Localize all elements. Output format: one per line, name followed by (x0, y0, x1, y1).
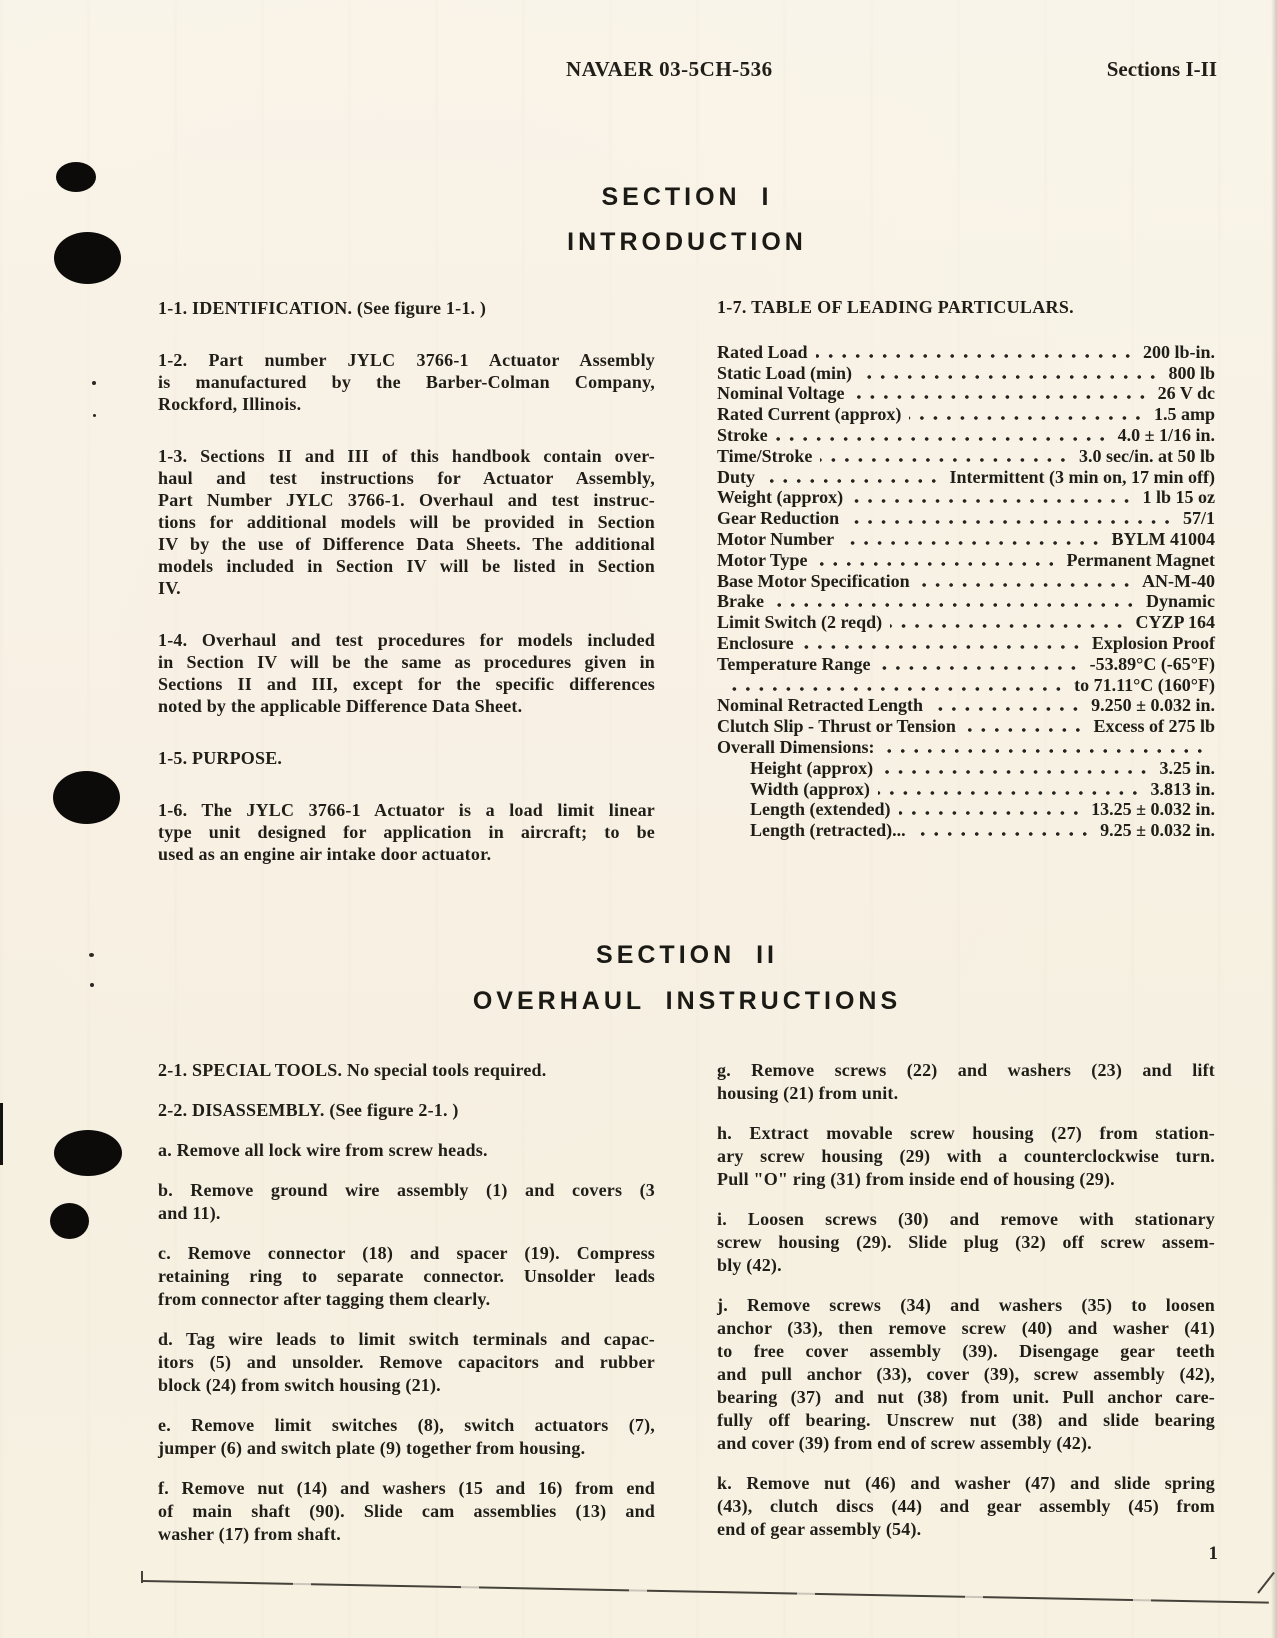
text-line: e. Remove limit switches (8), switch actuators (7), (158, 1415, 655, 1435)
punch-hole (54, 1130, 122, 1176)
particulars-value: 1 lb 15 oz (1142, 487, 1215, 508)
particulars-value: Explosion Proof (1091, 632, 1215, 653)
particulars-row (717, 446, 1215, 467)
page-number: 1 (1208, 1543, 1218, 1564)
scan-edge-shadow (1271, 0, 1277, 1638)
particulars-row (717, 404, 1215, 425)
text-line: washer (17) from shaft. (158, 1524, 341, 1544)
particulars-row (717, 737, 1215, 758)
particulars-label: Brake (717, 591, 764, 612)
dot-leader (964, 728, 1085, 732)
paragraph (717, 1122, 1215, 1191)
particulars-label: Length (retracted)... (750, 820, 906, 841)
text-line: anchor (33), then remove screw (40) and washer (41) (717, 1318, 1215, 1338)
text-line: (43), clutch discs (44) and gear assembly (45) from (717, 1496, 1215, 1516)
particulars-label: Motor Type (717, 549, 808, 570)
text-line: 1-5. PURPOSE. (158, 748, 283, 768)
text-line: Sections II and III, except for the specific differences (158, 674, 655, 694)
particulars-label: Rated Load (717, 341, 808, 362)
particulars-row (717, 716, 1215, 737)
particulars-row (717, 425, 1215, 446)
particulars-value: 800 lb (1168, 362, 1215, 383)
punch-hole (50, 1203, 89, 1239)
paragraph (158, 1099, 655, 1122)
particulars-value: Permanent Magnet (1066, 549, 1215, 570)
particulars-row (717, 633, 1215, 654)
text-line: 1-6. The JYLC 3766-1 Actuator is a load limit linear (158, 800, 655, 820)
dot-leader (918, 583, 1133, 587)
particulars-value: -53.89°C (-65°F) (1089, 653, 1215, 674)
dot-leader (914, 832, 1091, 836)
particulars-value: to 71.11°C (160°F) (1074, 674, 1215, 695)
particulars-label: Weight (approx) (717, 487, 844, 508)
dot-leader (881, 770, 1150, 774)
dot-leader (820, 458, 1070, 462)
particulars-row (717, 758, 1215, 779)
text-line: and pull anchor (33), cover (39), screw assembly (42), (717, 1364, 1215, 1384)
particulars-row (717, 612, 1215, 633)
particulars-row (717, 550, 1215, 571)
particulars-label: Temperature Range (717, 653, 871, 674)
text-line: of main shaft (90). Slide cam assemblies (13) and (158, 1501, 655, 1521)
text-line: bearing (37) and nut (38) from unit. Pull anchor care- (717, 1387, 1215, 1407)
text-line: i. Loosen screws (30) and remove with stationary (717, 1209, 1215, 1229)
particulars-row (717, 696, 1215, 717)
particulars-row (717, 592, 1215, 613)
paragraph (158, 799, 655, 865)
particulars-label: Nominal Retracted Length (717, 695, 923, 716)
text-line: g. Remove screws (22) and washers (23) and lift (717, 1060, 1215, 1080)
particulars-label: Length (extended) (750, 799, 891, 820)
particulars-label: Gear Reduction (717, 508, 840, 529)
particulars-value: 3.25 in. (1159, 757, 1215, 778)
text-line: j. Remove screws (34) and washers (35) to loosen (717, 1295, 1215, 1315)
particulars-row (717, 488, 1215, 509)
text-line: d. Tag wire leads to limit switch terminals and capac- (158, 1329, 655, 1349)
particulars-row (717, 820, 1215, 841)
text-line: retaining ring to separate connector. Unsolder leads (158, 1266, 655, 1286)
particulars-label: Time/Stroke (717, 445, 813, 466)
paragraph (158, 1477, 655, 1546)
particulars-row (717, 363, 1215, 384)
text-line: block (24) from switch housing (21). (158, 1375, 441, 1395)
particulars-value: Intermittent (3 min on, 17 min off) (949, 466, 1215, 487)
dot-leader (772, 603, 1137, 607)
particulars-row (717, 779, 1215, 800)
particulars-value: CYZP 164 (1135, 612, 1215, 633)
dot-leader (931, 707, 1082, 711)
particulars-label: Nominal Voltage (717, 383, 845, 404)
particulars-value: Dynamic (1146, 591, 1215, 612)
text-line: to free cover assembly (39). Disengage gear teeth (717, 1341, 1215, 1361)
particulars-row (717, 654, 1215, 675)
header-sections-label: Sections I-II (1106, 57, 1217, 81)
particulars-value: 3.813 in. (1150, 778, 1215, 799)
text-line: IV by the use of Difference Data Sheets. The additional (158, 534, 655, 554)
ink-speck (90, 983, 94, 987)
section1-title: SECTION I (601, 183, 773, 211)
text-line: bly (42). (717, 1255, 782, 1275)
particulars-label: Overall Dimensions: (717, 736, 875, 757)
particulars-value: 13.25 ± 0.032 in. (1091, 799, 1215, 820)
text-line: housing (21) from unit. (717, 1083, 899, 1103)
paragraph (158, 1414, 655, 1460)
particulars-label: Height (approx) (750, 757, 874, 778)
dot-leader (725, 687, 1065, 691)
dot-leader (878, 791, 1142, 795)
paragraph (717, 1059, 1215, 1105)
paragraph (158, 629, 655, 717)
particulars-value: 9.250 ± 0.032 in. (1091, 695, 1215, 716)
ink-speck (92, 381, 96, 385)
scan-edge-artifact (0, 1103, 3, 1165)
text-line: f. Remove nut (14) and washers (15 and 16) from end (158, 1478, 655, 1498)
dot-leader (802, 645, 1083, 649)
text-line: itors (5) and unsolder. Remove capacitors and rubber (158, 1352, 655, 1372)
dot-leader (763, 479, 941, 483)
section2-left-column (158, 1059, 655, 1563)
particulars-row (717, 342, 1215, 363)
text-line: h. Extract movable screw housing (27) from station- (717, 1123, 1215, 1143)
particulars-label: Rated Current (approx) (717, 404, 902, 425)
text-line: fully off bearing. Unscrew nut (38) and slide bearing (717, 1410, 1215, 1430)
particulars-label: Limit Switch (2 reqd) (717, 612, 883, 633)
text-line: in Section IV will be the same as procedures given in (158, 652, 655, 672)
text-line: a. Remove all lock wire from screw heads. (158, 1140, 488, 1160)
particulars-label: Width (approx) (750, 778, 870, 799)
paragraph (717, 1472, 1215, 1541)
text-line: 1-3. Sections II and III of this handbook contain over- (158, 446, 655, 466)
text-line: 1-1. IDENTIFICATION. (See figure 1-1. ) (158, 298, 487, 318)
particulars-value: Excess of 275 lb (1093, 716, 1215, 737)
punch-hole (56, 162, 96, 192)
particulars-row (717, 675, 1215, 696)
particulars-table (717, 342, 1215, 841)
particulars-label: Stroke (717, 424, 768, 445)
particulars-label: Motor Number (717, 528, 835, 549)
text-line: jumper (6) and switch plate (9) together from housing. (158, 1438, 586, 1458)
dot-leader (860, 375, 1159, 379)
particulars-value: AN-M-40 (1142, 570, 1215, 591)
text-line: IV. (158, 578, 181, 598)
text-line: haul and test instructions for Actuator Assembly, (158, 468, 655, 488)
text-line: tions for additional models will be provided in Section (158, 512, 655, 532)
text-line: k. Remove nut (46) and washer (47) and slide spring (717, 1473, 1215, 1493)
scan-bottom-edge-line (143, 1580, 1269, 1604)
text-line: end of gear assembly (54). (717, 1519, 922, 1539)
particulars-label: Static Load (min) (717, 362, 852, 383)
paragraph (158, 297, 655, 319)
particulars-label: Enclosure (717, 632, 794, 653)
particulars-row (717, 508, 1215, 529)
paragraph (158, 1328, 655, 1397)
dot-leader (909, 416, 1145, 420)
particulars-label: Clutch Slip - Thrust or Tension (717, 716, 956, 737)
particulars-value: 4.0 ± 1/16 in. (1117, 424, 1215, 445)
dot-leader (853, 395, 1149, 399)
dot-leader (776, 437, 1109, 441)
particulars-value: 3.0 sec/in. at 50 lb (1078, 445, 1215, 466)
dot-leader (883, 749, 1207, 753)
particulars-row (717, 467, 1215, 488)
particulars-value: BYLM 41004 (1111, 528, 1215, 549)
scan-edge-tick (141, 1571, 143, 1583)
particulars-row (717, 529, 1215, 550)
paragraph (158, 445, 655, 599)
particulars-value: 1.5 amp (1153, 404, 1215, 425)
paragraph (717, 1294, 1215, 1455)
paragraph (158, 1139, 655, 1162)
dot-leader (842, 541, 1102, 545)
paragraph (717, 1208, 1215, 1277)
text-line: ary screw housing (29) with a counterclockwise turn. (717, 1146, 1215, 1166)
text-line: and cover (39) from end of screw assembly (42). (717, 1433, 1092, 1453)
doc-number: NAVAER 03-5CH-536 (566, 57, 773, 81)
section2-subtitle: OVERHAUL INSTRUCTIONS (472, 987, 902, 1015)
paragraph (158, 1242, 655, 1311)
text-line: and 11). (158, 1203, 221, 1223)
text-line: 2-2. DISASSEMBLY. (See figure 2-1. ) (158, 1100, 459, 1120)
particulars-value: 200 lb-in. (1142, 341, 1215, 362)
text-line: 2-1. SPECIAL TOOLS. No special tools required. (158, 1060, 547, 1080)
text-line: from connector after tagging them clearly. (158, 1289, 491, 1309)
particulars-label: Base Motor Specification (717, 570, 910, 591)
particulars-value: 26 V dc (1157, 383, 1215, 404)
text-line: used as an engine air intake door actuator. (158, 844, 492, 864)
particulars-value: 57/1 (1182, 508, 1215, 529)
section2-title: SECTION II (596, 941, 778, 969)
section1-subtitle: INTRODUCTION (567, 228, 807, 256)
dot-leader (847, 520, 1174, 524)
paragraph (158, 1059, 655, 1082)
text-line: screw housing (29). Slide plug (32) off screw assem- (717, 1232, 1215, 1252)
particulars-label: Duty (717, 466, 756, 487)
section1-left-column (158, 297, 655, 895)
ink-speck (89, 953, 94, 957)
paragraph (158, 747, 655, 769)
section1-right-column (717, 297, 1215, 841)
text-line: Pull "O" ring (31) from inside end of housing (29). (717, 1169, 1115, 1189)
dot-leader (816, 562, 1058, 566)
particulars-row (717, 571, 1215, 592)
punch-hole (54, 232, 121, 284)
dot-leader (816, 354, 1134, 358)
paragraph (158, 1179, 655, 1225)
text-line: models included in Section IV will be listed in Section (158, 556, 655, 576)
dot-leader (878, 666, 1080, 670)
particulars-row (717, 800, 1215, 821)
particulars-value: 9.25 ± 0.032 in. (1100, 820, 1215, 841)
text-line: b. Remove ground wire assembly (1) and covers (3 (158, 1180, 655, 1200)
text-line: type unit designed for application in aircraft; to be (158, 822, 655, 842)
dot-leader (851, 499, 1133, 503)
text-line: is manufactured by the Barber-Colman Company, (158, 372, 655, 392)
text-line: c. Remove connector (18) and spacer (19). Compress (158, 1243, 655, 1263)
particulars-row (717, 384, 1215, 405)
section2-right-column (717, 1059, 1215, 1558)
dot-leader (899, 811, 1083, 815)
text-line: 1-2. Part number JYLC 3766-1 Actuator Assembly (158, 350, 655, 370)
text-line: Rockford, Illinois. (158, 394, 302, 414)
text-line: Part Number JYLC 3766-1. Overhaul and test instruc- (158, 490, 655, 510)
paragraph (158, 349, 655, 415)
text-line: 1-4. Overhaul and test procedures for models included (158, 630, 655, 650)
ink-speck (93, 414, 96, 417)
text-line: noted by the applicable Difference Data Sheet. (158, 696, 523, 716)
punch-hole (53, 771, 120, 824)
particulars-heading: 1-7. TABLE OF LEADING PARTICULARS. (717, 297, 1074, 317)
dot-leader (890, 624, 1126, 628)
